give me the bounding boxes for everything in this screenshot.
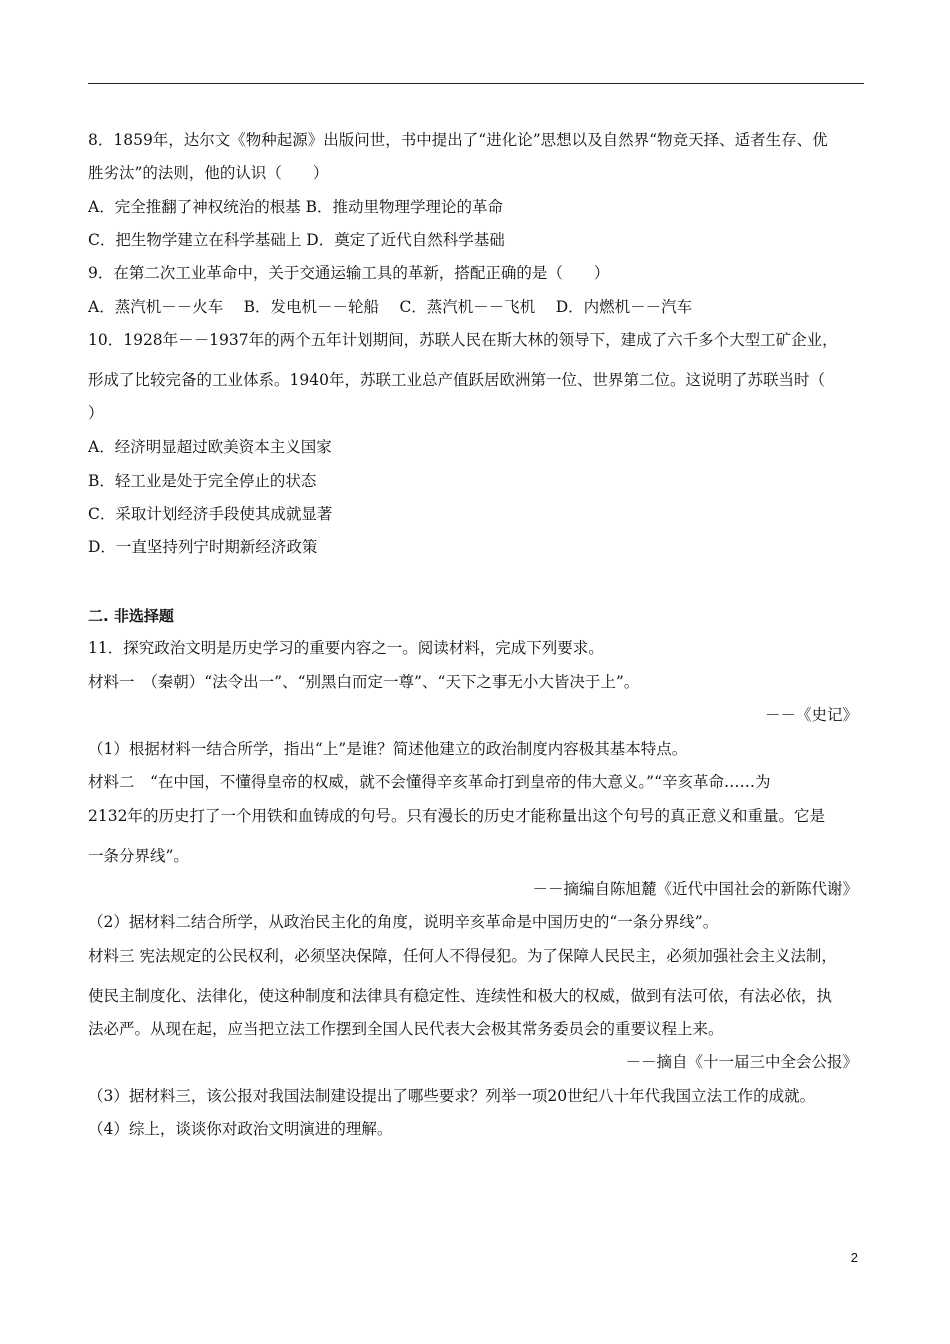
q10-option-d: D．一直坚持列宁时期新经济政策 xyxy=(88,538,318,556)
q10-stem-line2: 形成了比较完备的工业体系。1940年，苏联工业总产值跃居欧洲第一位、世界第二位。这说明了苏联当时（ xyxy=(88,371,825,389)
page-number: 2 xyxy=(850,1250,858,1265)
q10-stem-line1: 10．1928年－－1937年的两个五年计划期间，苏联人民在斯大林的领导下，建成了六千多个大型工矿企业， xyxy=(88,331,838,349)
q11-material3-line1: 材料三 宪法规定的公民权利，必须坚决保障，任何人不得侵犯。为了保障人民民主，必须加强社会主义法制， xyxy=(88,947,837,965)
q11-material1: 材料一 （秦朝）“法令出一”、“别黑白而定一尊”、“天下之事无小大皆决于上”。 xyxy=(88,673,640,691)
q10-stem-line3: ） xyxy=(88,404,104,422)
q11-material2-line1: 材料二 “在中国，不懂得皇帝的权威，就不会懂得辛亥革命打到皇帝的伟大意义。”“辛亥革命……为 xyxy=(88,773,771,791)
q11-material3-line3: 法必严。从现在起，应当把立法工作摆到全国人民代表大会极其常务委员会的重要议程上来。 xyxy=(88,1020,724,1038)
q8-options-line2: C．把生物学建立在科学基础上 D．奠定了近代自然科学基础 xyxy=(88,231,505,249)
q11-intro: 11．探究政治文明是历史学习的重要内容之一。阅读材料，完成下列要求。 xyxy=(88,639,604,657)
q11-material1-source: －－《史记》 xyxy=(764,706,858,724)
q11-subquestion4: （4）综上，谈谈你对政治文明演进的理解。 xyxy=(88,1120,393,1138)
q10-option-c: C．采取计划经济手段使其成就显著 xyxy=(88,505,333,523)
section-heading: 二. 非选择题 xyxy=(88,607,174,625)
q10-option-b: B．轻工业是处于完全停止的状态 xyxy=(88,472,317,490)
q11-material2-line3: 一条分界线”。 xyxy=(88,847,189,865)
q9-stem: 9．在第二次工业革命中，关于交通运输工具的革新，搭配正确的是（ ） xyxy=(88,264,610,282)
q11-subquestion3: （3）据材料三，该公报对我国法制建设提出了哪些要求？列举一项20世纪八十年代我国立法工作的成就。 xyxy=(88,1087,816,1105)
q9-options: A．蒸汽机－－火车 B．发电机－－轮船 C．蒸汽机－－飞机 D．内燃机－－汽车 xyxy=(88,298,693,316)
q11-material2-line2: 2132年的历史打了一个用铁和血铸成的句号。只有漫长的历史才能称量出这个句号的真正意义和重量。它是 xyxy=(88,807,825,825)
header-rule xyxy=(88,83,864,84)
q11-subquestion1: （1）根据材料一结合所学，指出“上”是谁？简述他建立的政治制度内容极其基本特点。 xyxy=(88,740,688,758)
q11-material3-line2: 使民主制度化、法律化，使这种制度和法律具有稳定性、连续性和极大的权威，做到有法可依，有法必依，执 xyxy=(88,987,833,1005)
q8-stem-line2: 胜劣汰”的法则，他的认识（ ） xyxy=(88,164,329,182)
q10-option-a: A．经济明显超过欧美资本主义国家 xyxy=(88,438,332,456)
q8-stem-line1: 8．1859年，达尔文《物种起源》出版问世，书中提出了“进化论”思想以及自然界“物竞天择、适者生存、优 xyxy=(88,131,828,149)
q11-subquestion2: （2）据材料二结合所学，从政治民主化的角度，说明辛亥革命是中国历史的“一条分界线”。 xyxy=(88,913,719,931)
q8-options-line1: A．完全推翻了神权统治的根基 B．推动里物理学理论的革命 xyxy=(88,198,504,216)
q11-material2-source: －－摘编自陈旭麓《近代中国社会的新陈代谢》 xyxy=(532,880,858,898)
q11-material3-source: －－摘自《十一届三中全会公报》 xyxy=(625,1053,858,1071)
